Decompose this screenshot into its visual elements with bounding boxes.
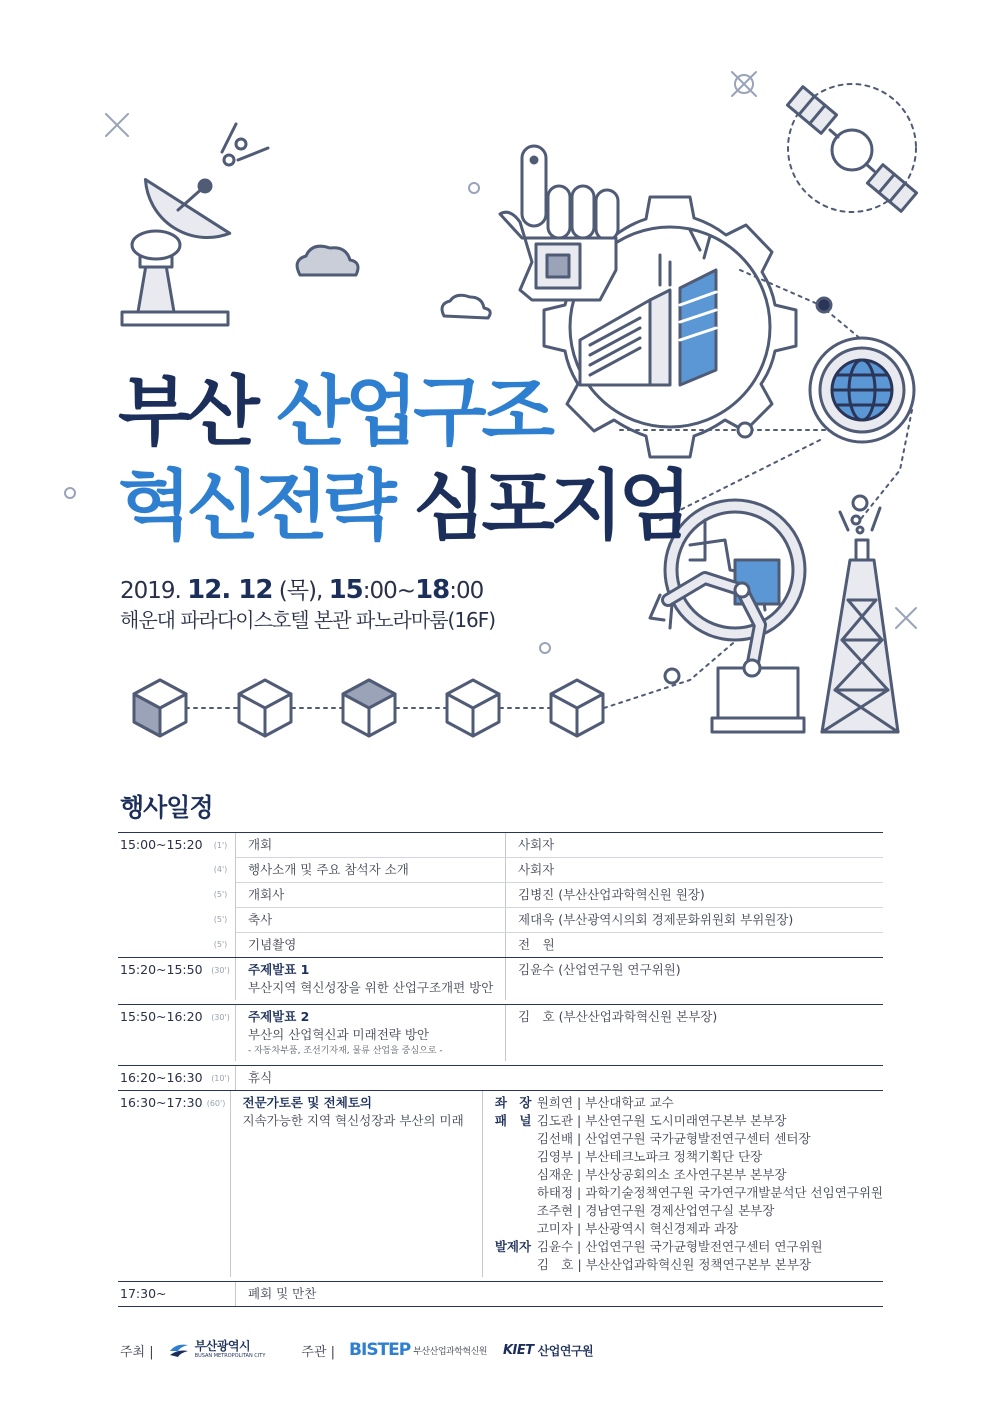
schedule-block-panel [118, 1091, 883, 1282]
schedule-block-opening [118, 833, 883, 958]
table-row: (5') 기념촬영 전 원 [118, 932, 883, 957]
title-industrial-structure: 산업구조 [276, 367, 550, 456]
cloud-icon [297, 246, 358, 275]
globe-icon [810, 338, 914, 442]
event-date: 2019. 12. 12 (목), 15:00~18:00 [120, 575, 484, 605]
panel-people: 좌 장 원희연 | 부산대학교 교수 패 널 김도관 | 부산연구원 도시미래연구본부 본부장 김선배 | 산업연구원 국가균형발전연구센터 센터장 김영부 | 부산테크노파크 정책기획단 단장 심재운 | 부산상공회의소 조사연구본부 본부장 하태정 | 과학기술정책연구원 국가연구개발분석단 선임연구위원 조주현 | 경남연구원 경제산업연구실 본부장 고미자 | 부산광역시 혁신경제과 과장 발제자 김윤수 | 산업연구원 국가균형발전연구센터 연구위원 김 호 | 부산산업과학혁신원 정책연구본부 본부장 [494, 1095, 883, 1272]
schedule-block-break [118, 1066, 883, 1091]
cube-icon [343, 680, 395, 736]
bistep-logo: BISTEP 부산산업과학혁신원 [349, 1340, 487, 1360]
cloud-icon [442, 295, 490, 318]
satellite-dish-icon [122, 124, 268, 325]
title-innovation-strategy: 혁신전략 [118, 461, 392, 550]
kiet-logo: KIET 산업연구원 [502, 1342, 594, 1358]
table-row: 15:00~15:20 (1') 개회 사회자 [118, 833, 883, 857]
robot-hand-chip-icon [500, 146, 618, 300]
table-row: (4') 행사소개 및 주요 참석자 소개 사회자 [118, 857, 883, 882]
table-row: 15:50~16:20 (30') 주제발표 2 부산의 산업혁신과 미래전략 방안 - 자동차부품, 조선기자재, 물류 산업을 중심으로 - 김 호 (부산산업과학혁신원 본부장) [118, 1005, 883, 1061]
poster-title-line-2 [118, 461, 687, 550]
table-row: (5') 개회사 김병진 (부산산업과학혁신원 원장) [118, 882, 883, 907]
schedule-block-keynote-1 [118, 958, 883, 1005]
poster-title-line-1 [118, 367, 550, 456]
schedule-title: 행사일정 [120, 793, 213, 822]
cube-icon [551, 680, 603, 736]
organizer-label: 주관 | [301, 1344, 336, 1360]
title-symposium: 심포지엄 [413, 461, 687, 550]
table-row: 16:30~17:30 (60') 전문가토론 및 전체토의 지속가능한 지역 혁신성장과 부산의 미래 좌 장 원희연 | 부산대학교 교수 패 널 김도관 | 부산연구원 도시미래연구본부 본부장 김선배 | 산업연구원 국가균형발전연구센터 센터장 김영부 | 부산테크노파크 정책기획단 단장 심재운 | 부산상공회의소 조사연구본부 본부장 하태정 | 과학기술정책연구원 국가연구개발분석단 선임연구위원 조주현 | 경남연구원 경제산업연구실 본부장 고미자 | 부산광역시 혁신경제과 과장 발제자 김윤수 | 산업연구원 국가균형발전연구센터 연구위원 김 호 | 부산산업과학혁신원 정책연구본부 본부장 [118, 1091, 883, 1277]
schedule-block-keynote-2 [118, 1005, 883, 1066]
cube-icon [447, 680, 499, 736]
schedule-table [118, 832, 883, 1307]
cube-icon [239, 680, 291, 736]
busan-city-logo: 부산광역시 BUSAN METROPOLITAN CITY [168, 1339, 266, 1361]
host-label: 주최 | [120, 1344, 154, 1360]
table-row: (5') 축사 제대욱 (부산광역시의회 경제문화위원회 부위원장) [118, 907, 883, 932]
satellite-icon [787, 84, 916, 212]
table-row: 17:30~ 폐회 및 만찬 [118, 1282, 883, 1306]
busan-symbol-icon [168, 1339, 190, 1361]
schedule-block-closing [118, 1282, 883, 1306]
transmission-tower-icon [822, 496, 898, 732]
table-row: 16:20~16:30 (10') 휴식 [118, 1066, 883, 1090]
cube-icon [134, 680, 186, 736]
table-row: 15:20~15:50 (30') 주제발표 1 부산지역 혁신성장을 위한 산업구조개편 방안 김윤수 (산업연구원 연구위원) [118, 958, 883, 1000]
footer-organizers [120, 1336, 593, 1364]
event-venue: 해운대 파라다이스호텔 본관 파노라마룸(16F) [120, 608, 496, 632]
title-busan: 부산 [118, 367, 255, 456]
